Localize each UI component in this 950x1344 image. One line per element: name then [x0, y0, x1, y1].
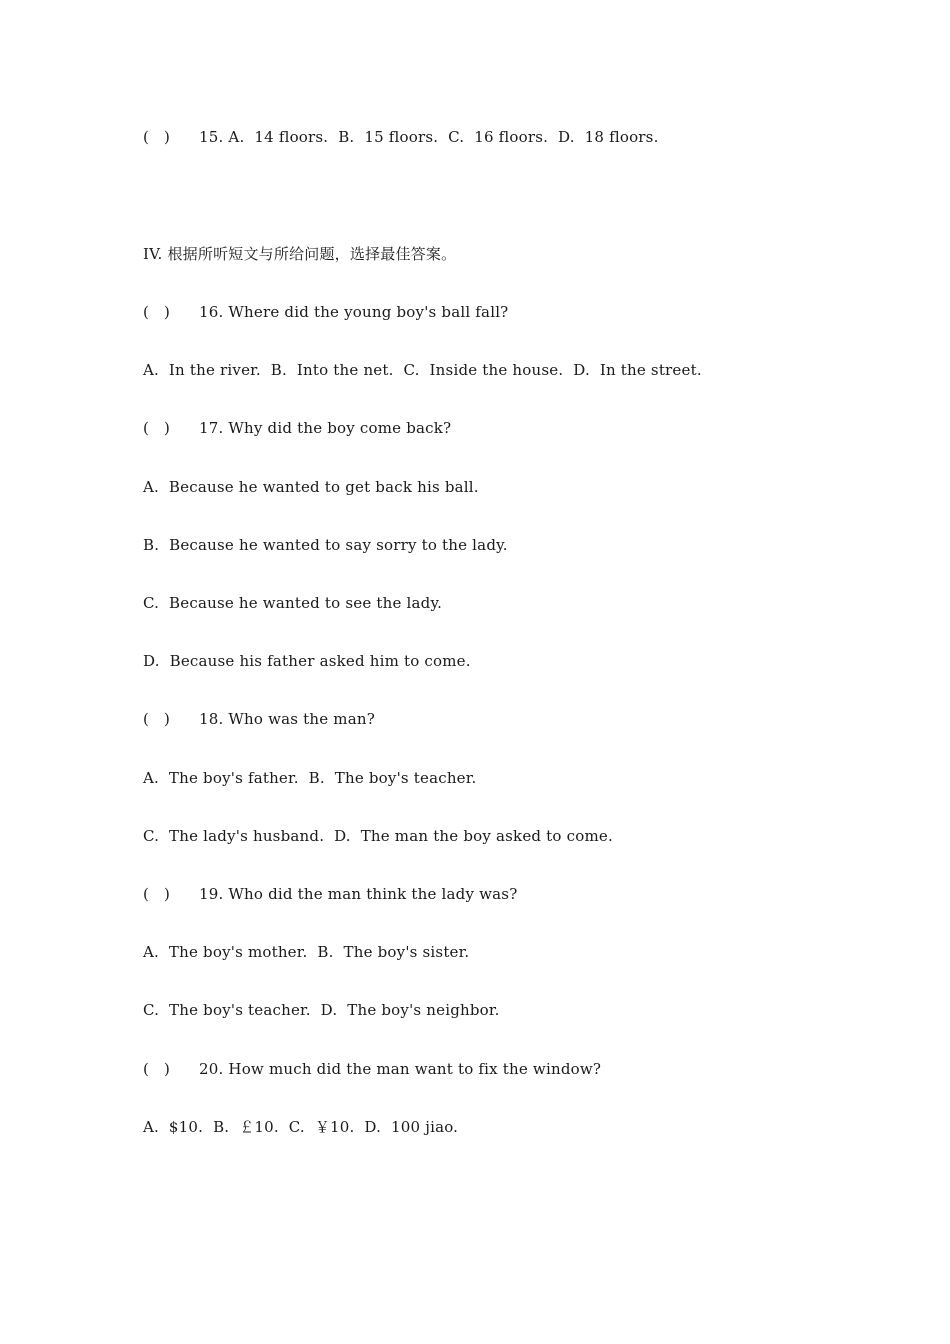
question-18: [143, 709, 375, 729]
answer-blank: ( ): [143, 1060, 171, 1078]
answer-blank: ( ): [143, 419, 171, 437]
question-text: 19. Who did the man think the lady was?: [199, 885, 518, 903]
question-15: [143, 127, 659, 147]
option-17-c: [143, 593, 442, 613]
option-17-b: [143, 535, 508, 555]
options-18-ab: [143, 768, 476, 788]
question-16: [143, 302, 508, 322]
options-20: [143, 1117, 458, 1137]
question-text: 18. Who was the man?: [199, 710, 375, 728]
section-title: IV. 根据所听短文与所给问题，选择最佳答案。: [143, 245, 457, 263]
question-text: 20. How much did the man want to fix the window?: [199, 1060, 602, 1078]
question-19: [143, 884, 517, 904]
option-text: A. $10. B. ￡10. C. ￥10. D. 100 jiao.: [143, 1118, 459, 1136]
option-text: A. The boy's mother. B. The boy's sister.: [143, 943, 470, 961]
option-text: B. Because he wanted to say sorry to the lady.: [143, 536, 508, 554]
option-text: C. The lady's husband. D. The man the boy asked to come.: [143, 827, 613, 845]
question-17: [143, 418, 451, 438]
question-text: 15. A. 14 floors. B. 15 floors. C. 16 floors. D. 18 floors.: [199, 128, 659, 146]
question-text: 17. Why did the boy come back?: [199, 419, 452, 437]
option-text: A. The boy's father. B. The boy's teacher.: [143, 769, 477, 787]
answer-blank: ( ): [143, 128, 171, 146]
question-20: [143, 1059, 601, 1079]
options-19-ab: [143, 942, 469, 962]
option-17-d: [143, 651, 471, 671]
question-text: 16. Where did the young boy's ball fall?: [199, 303, 509, 321]
options-19-cd: [143, 1000, 500, 1020]
options-18-cd: [143, 826, 613, 846]
option-text: D. Because his father asked him to come.: [143, 652, 471, 670]
options-16: [143, 360, 702, 380]
option-text: C. Because he wanted to see the lady.: [143, 594, 443, 612]
option-text: A. In the river. B. Into the net. C. Inside the house. D. In the street.: [143, 361, 702, 379]
option-17-a: [143, 477, 479, 497]
answer-blank: ( ): [143, 885, 171, 903]
option-text: C. The boy's teacher. D. The boy's neighbor.: [143, 1001, 500, 1019]
section-heading: [143, 244, 456, 264]
answer-blank: ( ): [143, 303, 171, 321]
answer-blank: ( ): [143, 710, 171, 728]
option-text: A. Because he wanted to get back his ball.: [143, 478, 479, 496]
